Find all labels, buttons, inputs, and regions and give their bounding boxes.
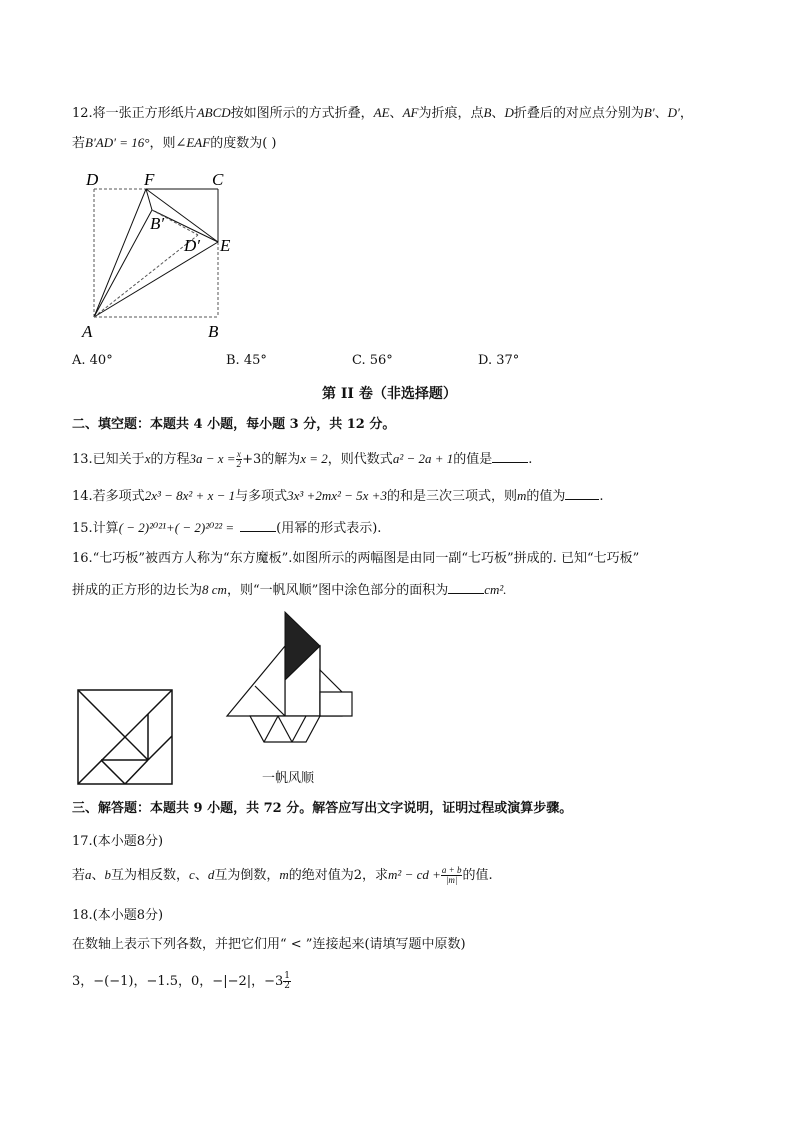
q14-answer-blank[interactable] <box>565 487 599 500</box>
label-C: C <box>212 170 224 189</box>
option-c: C. 56° <box>352 353 393 368</box>
tangram-sailboat-figure <box>222 610 362 745</box>
q16-line2: 拼成的正方形的边长为8 cm，则“一帆风顺”图中涂色部分的面积为 cm². <box>72 582 507 598</box>
q12-line1: 12.将一张正方形纸片ABCD按如图所示的方式折叠，AE、AF为折痕，点B、D折叠后的对应点分别为B′、D′， <box>72 105 693 121</box>
q12-line2: 若B′AD′ = 16°，则∠EAF的度数为( ) <box>72 135 277 151</box>
option-b: B. 45° <box>226 353 267 368</box>
q14: 14.若多项式2x³ − 8x² + x − 1与多项式3x³ +2mx² − 5x +3的和是三次三项式，则m的值为 . <box>72 488 604 504</box>
q18-numbers: 3，−(−1)，−1.5，0，−|−2|，−3 $\frac{1}{2}$ <box>72 971 291 991</box>
q13-fraction: $\frac{x}{2}$ <box>236 449 242 469</box>
option-d: D. 37° <box>478 353 520 368</box>
q16-line1: 16.“七巧板”被西方人称为“东方魔板”.如图所示的两幅图是由同一副“七巧板”拼成的. 已知“七巧板” <box>72 551 640 566</box>
q15-answer-blank[interactable] <box>240 519 276 532</box>
sailboat-caption: 一帆风顺 <box>262 771 315 786</box>
label-B: B <box>208 322 219 341</box>
label-A: A <box>82 322 93 341</box>
q15: 15.计算( − 2)²⁰²¹+( − 2)²⁰²² = (用幂的形式表示). <box>72 520 382 536</box>
q17-fraction: $\frac{a + b}{|m|}$ <box>441 865 462 885</box>
label-D: D <box>86 170 99 189</box>
q17-body: 若a、b互为相反数，c、d互为倒数，m的绝对值为2，求m² − cd + $\frac{a + b}{|m|}$ 的值. <box>72 865 493 885</box>
label-E: E <box>220 236 231 255</box>
section3-heading: 三、解答题：本题共 9 小题，共 72 分。解答应写出文字说明，证明过程或演算步骤。 <box>72 801 573 816</box>
section2-heading: 二、填空题：本题共 4 小题，每小题 3 分，共 12 分。 <box>72 417 396 432</box>
q18-heading: 18.(本小题8分) <box>72 908 164 923</box>
tangram-square-figure <box>76 688 176 788</box>
label-F: F <box>144 170 155 189</box>
q12-fold-figure <box>80 165 250 345</box>
label-Dp: D′ <box>184 236 200 255</box>
q13: 13.已知关于x的方程3a − x = $\frac{x}{2}$ +3的解为x = 2，则代数式a² − 2a + 1的值是 . <box>72 449 533 469</box>
option-a: A. 40° <box>72 353 113 368</box>
q18-mixed-fraction: $\frac{1}{2}$ <box>284 971 291 991</box>
q16-answer-blank[interactable] <box>448 581 484 594</box>
label-Bp: B′ <box>150 214 165 233</box>
q18-instruction: 在数轴上表示下列各数，并把它们用“ < ”连接起来(请填写题中原数) <box>72 937 466 952</box>
part2-title: 第 II 卷（非选择题） <box>322 386 457 402</box>
q17-heading: 17.(本小题8分) <box>72 834 164 849</box>
q13-answer-blank[interactable] <box>492 450 528 463</box>
